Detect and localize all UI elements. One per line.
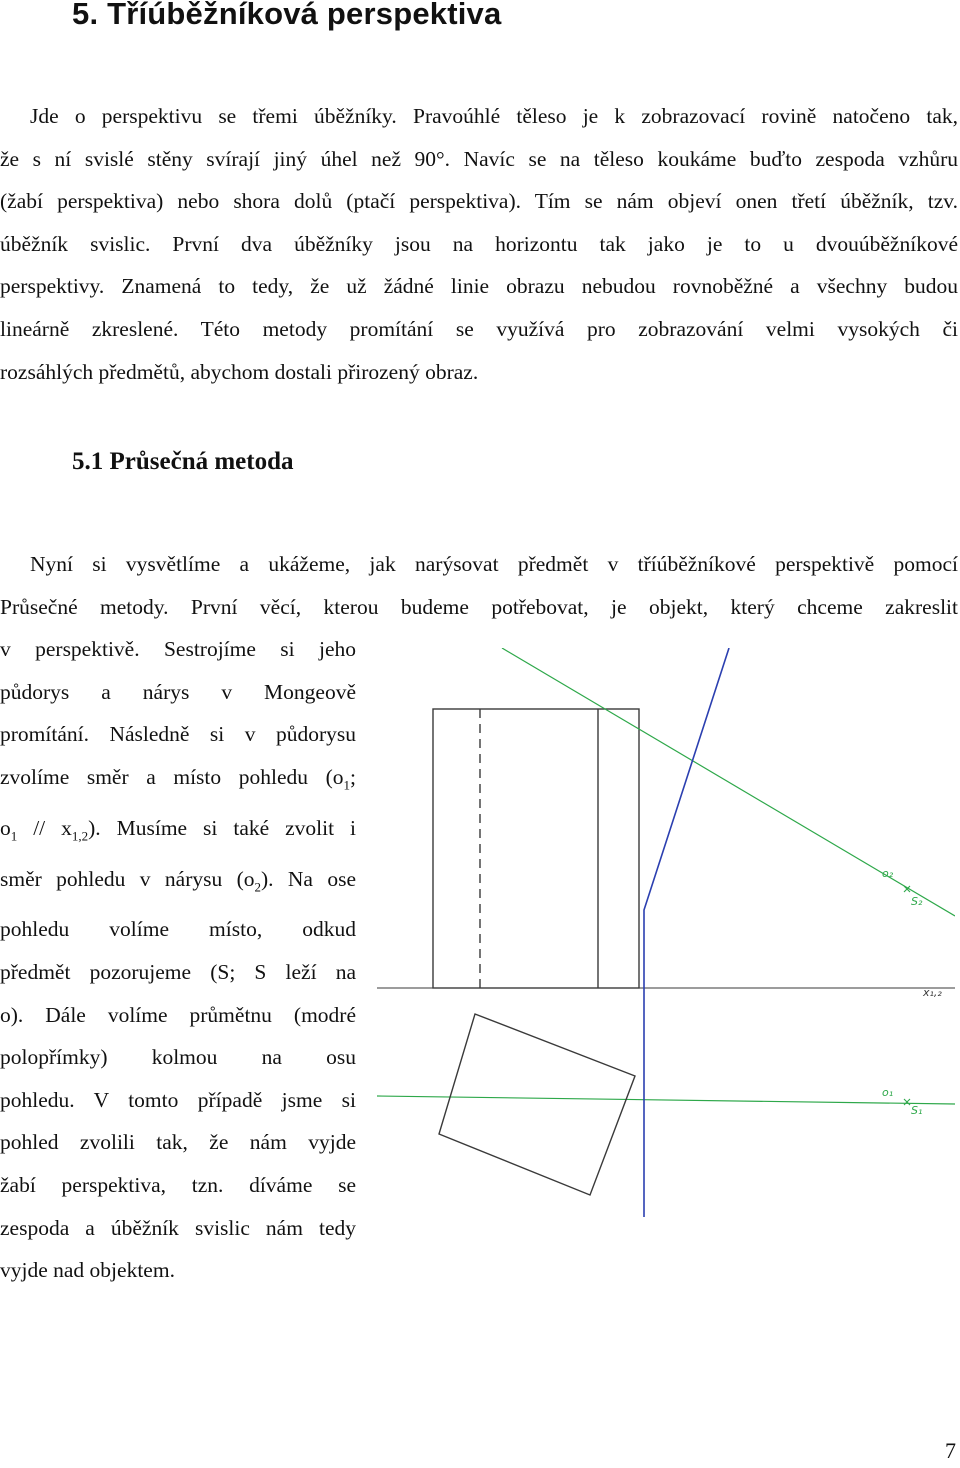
label-s1: S₁ — [911, 1104, 923, 1117]
side-line: promítání. Následně si v půdorysu — [0, 722, 356, 747]
side-line: vyjde nad objektem. — [0, 1258, 175, 1283]
side-line: pohledu. V tomto případě jsme si — [0, 1087, 356, 1112]
page-number: 7 — [945, 1438, 956, 1463]
side-line: o). Dále volíme průmětnu (modré — [0, 1002, 356, 1027]
label-o2: o₂ — [882, 867, 894, 880]
intro-line: rozsáhlých předmětů, abychom dostali přirozený obraz. — [0, 359, 479, 384]
side-line: zespoda a úběžník svislic nám tedy — [0, 1215, 356, 1240]
side-line: zvolíme směr a místo pohledu ($o_1$; — [0, 764, 356, 793]
intro-line: lineárně zkreslené. Této metody promítání se využívá pro zobrazování velmi vysokých či — [0, 316, 958, 341]
side-line: $o_1 // x_{1,2}$). Musíme si také zvolit i — [0, 815, 357, 843]
section-heading: 5.1 Průsečná metoda — [72, 448, 294, 475]
side-line: předmět pozorujeme (S; S leží na — [0, 960, 356, 985]
intro-line: (žabí perspektiva) nebo shora dolů (ptačí perspektiva). Tím se nám objeví onen třetí úběžník, tzv. — [0, 189, 958, 214]
side-paragraph — [0, 628, 356, 1292]
side-line: v perspektivě. Sestrojíme si jeho — [0, 637, 356, 661]
intro-line: úběžník svislic. První dva úběžníky jsou na horizontu tak jako je to u dvouúběžníkové — [0, 231, 958, 256]
intro-line: že s ní svislé stěny svírají jiný úhel než 90°. Navíc se na těleso koukáme buďto zespoda vzhůru — [0, 146, 958, 171]
side-line: pohledu volíme místo, odkud — [0, 917, 356, 942]
section-line: Nyní si vysvětlíme a ukážeme, jak narýsovat předmět v tříúběžníkové perspektivě pomocí — [30, 552, 958, 576]
figure-background — [377, 648, 955, 1217]
label-s2: S₂ — [911, 895, 923, 908]
section-line: Průsečné metody. První věcí, kterou budeme potřebovat, je objekt, který chceme zakreslit — [0, 594, 958, 619]
label-x12: x₁,₂ — [923, 986, 942, 999]
label-o1: o₁ — [882, 1086, 894, 1099]
intro-line: perspektivy. Znamená to tedy, že už žádné linie obrazu nebudou rovnoběžné a všechny budou — [0, 274, 958, 299]
side-line: žabí perspektiva, tzn. díváme se — [0, 1173, 356, 1198]
side-line: pohled zvolili tak, že nám vyjde — [0, 1130, 356, 1155]
monge-projection-figure — [377, 648, 955, 1217]
construction-drawing — [377, 648, 955, 1217]
page-title: 5. Tříúběžníková perspektiva — [72, 0, 502, 31]
side-line: půdorys a nárys v Mongeově — [0, 679, 356, 704]
intro-paragraph — [0, 95, 958, 393]
side-line: směr pohledu v nárysu $(o_2)$. Na ose — [0, 866, 356, 894]
section-paragraph — [0, 543, 958, 628]
side-line: polopřímky) kolmou na osu — [0, 1045, 356, 1070]
intro-line: Jde o perspektivu se třemi úběžníky. Pravoúhlé těleso je k zobrazovací rovině natočeno tak, — [30, 104, 958, 128]
